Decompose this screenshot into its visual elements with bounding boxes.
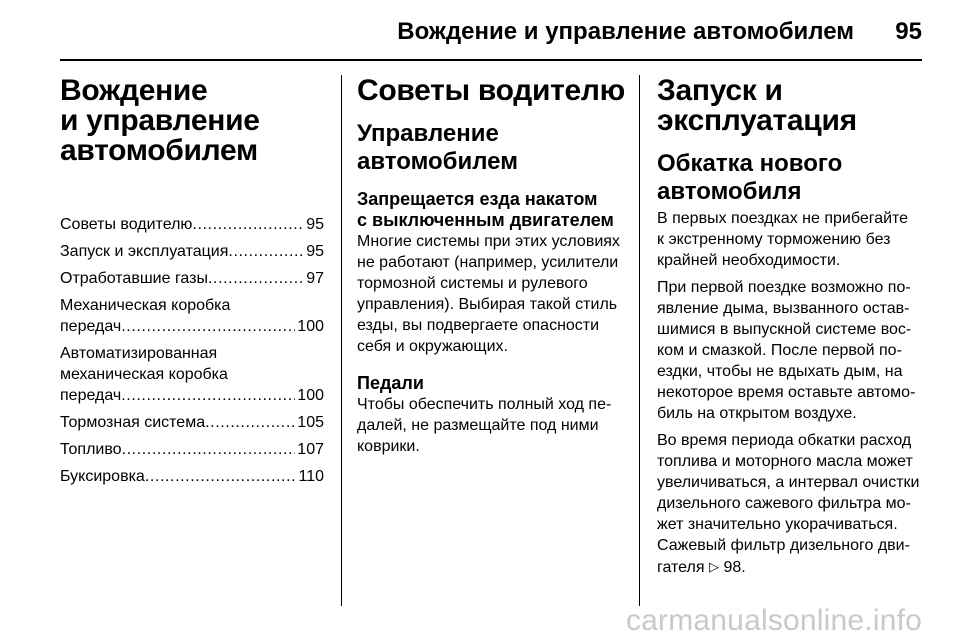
pedals-heading: Педали [357,373,424,393]
toc-leader-dots [205,412,295,433]
paragraph-line: При первой поездке возможно по- [657,279,911,296]
toc-leader-dots [121,316,295,337]
toc-leader-dots [121,385,295,406]
toc-entry-line [60,268,324,289]
page-number: 95 [895,18,922,45]
break-in-paragraph-3 [657,430,925,578]
toc-leader-dots [122,439,296,460]
paragraph-line: Чтобы обеспечить полный ход пе- [357,396,612,413]
driving-tips-column [357,76,627,457]
paragraph-line: ездки, чтобы не вдыхать дым, на [657,363,903,380]
header-rule [60,59,922,61]
paragraph-line: топлива и моторного масла может [657,453,913,470]
toc-page-number: 97 [306,270,324,287]
paragraph-line: далей, не размещайте под ними [357,417,599,434]
chapter-title-line: Вождение [60,74,208,107]
toc-entry-label: Запуск и эксплуатация [60,243,229,260]
toc-page-number: 110 [298,468,324,485]
paragraph-line: биль на открытом воздухе. [657,405,857,422]
chapter-title [60,76,324,166]
paragraph-line: Во время периода обкатки расход [657,432,912,449]
toc-entry-line [60,466,324,487]
coasting-heading-line: Запрещается езда накатом [357,189,598,209]
paragraph-line: жет значительно укорачиваться. [657,516,898,533]
paragraph-line: некоторое время оставьте автомо- [657,384,916,401]
toc-entry-label-line: Автоматизированная [60,345,218,362]
page-header [0,0,960,60]
toc-entry-label: Советы водителю [60,216,193,233]
coasting-heading-line: с выключенным двигателем [357,210,614,230]
paragraph-line: дизельного сажевого фильтра мо- [657,495,911,512]
toc-entry-label: Топливо [60,441,122,458]
paragraph-line: Сажевый фильтр дизельного дви- [657,537,910,554]
cross-reference-arrow-icon: ▷ [709,559,719,574]
chapter-title-line: и управление [60,104,260,137]
paragraph-text: гателя [657,559,705,576]
pedals-paragraph [357,394,627,457]
toc-page-number: 100 [297,318,324,335]
break-in-paragraph-2 [657,277,925,424]
coasting-paragraph [357,231,627,357]
toc-leader-dots [192,214,304,235]
section-title: Советы водителю [357,74,625,107]
paragraph-line: явление дыма, вызванного остав- [657,300,910,317]
subsection-title-line: автомобилем [357,148,518,175]
subsection-title-line: Обкатка нового [657,150,843,177]
subsection-title-line: автомобиля [657,178,802,205]
paragraph-line: крайней необходимости. [657,252,841,269]
paragraph-line [657,556,925,578]
toc-entry-line [60,385,324,406]
toc-entry-label: Отработавшие газы [60,270,208,287]
paragraph-line: себя и окружающих. [357,338,508,355]
coasting-heading [357,189,627,231]
toc-entry-line [60,241,324,262]
toc-entry-label-line: механическая коробка [60,366,228,383]
break-in-paragraph-1 [657,208,925,271]
table-of-contents [60,214,324,487]
paragraph-line: к экстренному торможению без [657,231,891,248]
toc-leader-dots [208,268,304,289]
paragraph-line: не работают (например, усилители [357,254,619,271]
paragraph-line: увеличиваться, а интервал очистки [657,474,920,491]
watermark: carmanualsonline.info [625,604,922,637]
toc-page-number: 95 [306,243,324,260]
subsection-title [657,150,925,206]
column-divider-right [639,75,640,606]
toc-entry[interactable] [60,268,324,289]
toc-leader-dots [145,466,297,487]
subsection-title [357,120,627,176]
paragraph-line: В первых поездках не прибегайте [657,210,909,227]
column-divider-left [341,75,342,606]
toc-entry[interactable] [60,214,324,235]
toc-leader-dots [228,241,304,262]
toc-entry-label: передач [60,387,122,404]
paragraph-line: Многие системы при этих условиях [357,233,620,250]
toc-entry-label: Тормозная система [60,414,206,431]
chapter-title-line: автомобилем [60,134,258,167]
toc-entry-label: передач [60,318,122,335]
toc-entry-line [60,316,324,337]
paragraph-line: ком и смазкой. После первой по- [657,342,902,359]
chapter-column [60,76,324,493]
paragraph-line: управления). Выбирая такой стиль [357,296,618,313]
toc-entry[interactable] [60,439,324,460]
toc-entry[interactable] [60,412,324,433]
toc-page-number: 100 [297,387,324,404]
subsection-title-line: Управление [357,120,499,147]
toc-entry-line [60,214,324,235]
toc-entry-label: Буксировка [60,468,145,485]
toc-entry[interactable] [60,466,324,487]
paragraph-line: тормозной системы и рулевого [357,275,588,292]
paragraph-line: коврики. [357,438,420,455]
toc-page-number: 95 [306,216,324,233]
page-reference[interactable]: 98. [723,559,746,576]
toc-entry[interactable] [60,295,324,337]
paragraph-line: шимися в выпускной системе вос- [657,321,912,338]
toc-page-number: 105 [297,414,324,431]
toc-page-number: 107 [297,441,324,458]
starting-operation-column [657,76,925,578]
running-title: Вождение и управление автомобилем [397,18,854,45]
toc-entry[interactable] [60,343,324,406]
toc-entry-line [60,439,324,460]
toc-entry[interactable] [60,241,324,262]
section-title: Запуск и эксплуатация [657,74,857,137]
paragraph-line: езды, вы подвергаете опасности [357,317,600,334]
toc-entry-line [60,412,324,433]
toc-entry-label-line: Механическая коробка [60,297,231,314]
